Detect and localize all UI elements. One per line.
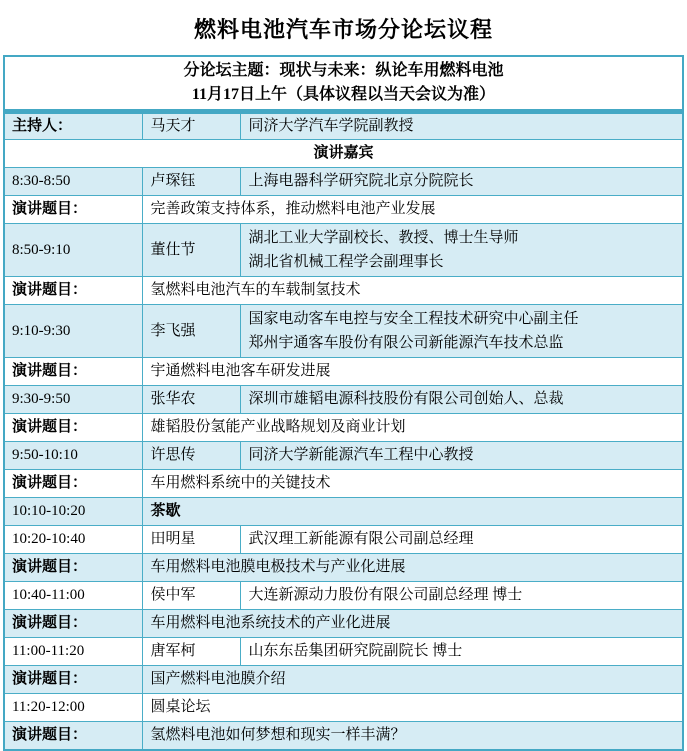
- speaker-name: 田明星: [143, 526, 241, 554]
- topic-text: 车用燃料电池膜电极技术与产业化进展: [143, 554, 683, 582]
- topic-text: 车用燃料系统中的关键技术: [143, 470, 683, 498]
- topic-label: 演讲题目：: [4, 358, 143, 386]
- topic-row: [4, 470, 683, 498]
- topic-label: 演讲题目：: [4, 722, 143, 750]
- host-name: 马天才: [143, 112, 241, 140]
- theme-cell: [4, 56, 683, 112]
- speaker-affiliation: 山东东岳集团研究院副院长 博士: [241, 638, 683, 666]
- speaker-name: 卢琛钰: [143, 168, 241, 196]
- roundtable-row: [4, 694, 683, 722]
- time-cell: 8:30-8:50: [4, 168, 143, 196]
- topic-row: [4, 554, 683, 582]
- topic-row: [4, 610, 683, 638]
- host-label: 主持人：: [4, 112, 143, 140]
- tea-break-label: 茶歇: [143, 498, 683, 526]
- time-cell: 10:20-10:40: [4, 526, 143, 554]
- topic-label: 演讲题目：: [4, 196, 143, 224]
- speaker-row: [4, 442, 683, 470]
- time-cell: 10:40-11:00: [4, 582, 143, 610]
- section-row: [4, 140, 683, 168]
- host-row: [4, 112, 683, 140]
- topic-text: 氢燃料电池如何梦想和现实一样丰满？: [143, 722, 683, 750]
- topic-row: [4, 196, 683, 224]
- speaker-row: [4, 582, 683, 610]
- speaker-row: [4, 638, 683, 666]
- time-cell: 9:50-10:10: [4, 442, 143, 470]
- speaker-affiliation: 大连新源动力股份有限公司副总经理 博士: [241, 582, 683, 610]
- speaker-name: 唐军柯: [143, 638, 241, 666]
- time-cell: 9:10-9:30: [4, 305, 143, 358]
- topic-row: [4, 277, 683, 305]
- page-title: 燃料电池汽车市场分论坛议程: [193, 17, 493, 42]
- time-cell: 10:10-10:20: [4, 498, 143, 526]
- time-cell: 9:30-9:50: [4, 386, 143, 414]
- topic-text: 雄韬股份氢能产业战略规划及商业计划: [143, 414, 683, 442]
- speaker-name: 许思传: [143, 442, 241, 470]
- speaker-row: [4, 386, 683, 414]
- topic-row: [4, 414, 683, 442]
- speaker-name: 侯中军: [143, 582, 241, 610]
- speaker-row: [4, 168, 683, 196]
- theme-line-2: 11月17日上午（具体议程以当天会议为准）: [191, 86, 496, 103]
- affiliation-line: 湖北省机械工程学会副理事长: [248, 254, 444, 270]
- tea-break-row: [4, 498, 683, 526]
- theme-line-1: 分论坛主题：现状与未来：纵论车用燃料电池: [183, 62, 504, 79]
- agenda-table: [3, 55, 684, 751]
- affiliation-line: 郑州宇通客车股份有限公司新能源汽车技术总监: [248, 335, 564, 351]
- topic-text: 车用燃料电池系统技术的产业化进展: [143, 610, 683, 638]
- speaker-affiliation: 上海电器科学研究院北京分院院长: [241, 168, 683, 196]
- time-cell: 11:00-11:20: [4, 638, 143, 666]
- time-cell: 11:20-12:00: [4, 694, 143, 722]
- speaker-row: [4, 305, 683, 358]
- topic-label: 演讲题目：: [4, 470, 143, 498]
- topic-row: [4, 358, 683, 386]
- section-title: 演讲嘉宾: [4, 140, 683, 168]
- topic-text: 氢燃料电池汽车的车载制氢技术: [143, 277, 683, 305]
- topic-label: 演讲题目：: [4, 610, 143, 638]
- topic-label: 演讲题目：: [4, 666, 143, 694]
- speaker-name: 董仕节: [143, 224, 241, 277]
- time-cell: 8:50-9:10: [4, 224, 143, 277]
- host-affiliation: 同济大学汽车学院副教授: [241, 112, 683, 140]
- topic-text: 宇通燃料电池客车研发进展: [143, 358, 683, 386]
- speaker-row: [4, 224, 683, 277]
- speaker-affiliation: 武汉理工新能源有限公司副总经理: [241, 526, 683, 554]
- affiliation-line: 国家电动客车电控与安全工程技术研究中心副主任: [248, 311, 579, 327]
- speaker-affiliation: [241, 224, 683, 277]
- topic-row: [4, 722, 683, 750]
- affiliation-line: 湖北工业大学副校长、教授、博士生导师: [248, 230, 519, 246]
- topic-row: [4, 666, 683, 694]
- speaker-name: 张华农: [143, 386, 241, 414]
- topic-label: 演讲题目：: [4, 277, 143, 305]
- topic-text: 完善政策支持体系，推动燃料电池产业发展: [143, 196, 683, 224]
- roundtable-label: 圆桌论坛: [143, 694, 683, 722]
- topic-text: 国产燃料电池膜介绍: [143, 666, 683, 694]
- speaker-affiliation: 深圳市雄韬电源科技股份有限公司创始人、总裁: [241, 386, 683, 414]
- speaker-affiliation: [241, 305, 683, 358]
- speaker-affiliation: 同济大学新能源汽车工程中心教授: [241, 442, 683, 470]
- speaker-name: 李飞强: [143, 305, 241, 358]
- topic-label: 演讲题目：: [4, 414, 143, 442]
- speaker-row: [4, 526, 683, 554]
- theme-row: [4, 56, 683, 112]
- topic-label: 演讲题目：: [4, 554, 143, 582]
